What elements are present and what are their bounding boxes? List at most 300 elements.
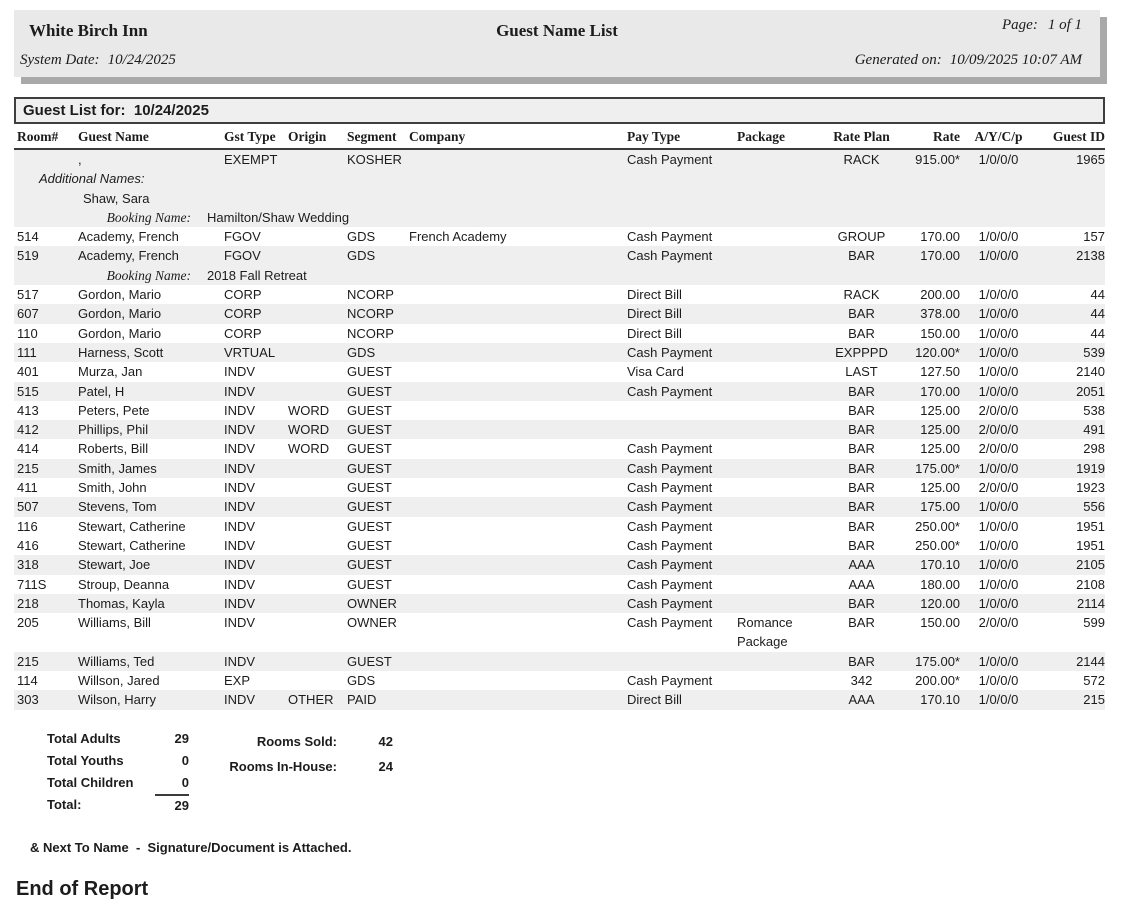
cell-pkg [737, 478, 823, 497]
cell-aycp: 2/0/0/0 [978, 615, 1019, 631]
cell-name: Gordon, Mario [78, 287, 162, 303]
cell-rate: 150.00 [920, 615, 960, 631]
total-adults-label: Total Adults [47, 731, 121, 746]
cell-rate: 170.10 [920, 557, 960, 573]
cell-pay: Cash Payment [627, 383, 713, 399]
cell-aycp: 1/0/0/0 [978, 576, 1019, 592]
cell-room: 401 [17, 364, 39, 380]
hotel-name: White Birch Inn [29, 21, 148, 40]
table-row-main-line [14, 671, 1105, 690]
cell-origin [288, 343, 347, 362]
cell-plan: AAA [848, 576, 875, 592]
cell-company [409, 382, 627, 401]
cell-rate: 175.00* [915, 460, 960, 476]
total-adults-value: 29 [174, 731, 189, 746]
cell-segment: OWNER [347, 615, 397, 631]
cell-name: Phillips, Phil [78, 422, 149, 438]
cell-pkg [737, 517, 823, 536]
cell-room: 416 [17, 537, 39, 553]
table-row-main-line [14, 401, 1105, 420]
table-row [14, 285, 1105, 304]
table-row [14, 478, 1105, 497]
cell-rate: 127.50 [920, 364, 960, 380]
cell-rate: 200.00 [920, 287, 960, 303]
cell-pkg [737, 594, 823, 613]
cell-rate: 200.00* [915, 673, 960, 689]
cell-segment: GUEST [347, 422, 392, 438]
cell-name: Gordon, Mario [78, 325, 162, 341]
cell-name: Smith, James [78, 460, 157, 476]
table-row [14, 401, 1105, 420]
cell-pkg [737, 420, 823, 439]
cell-plan: AAA [848, 692, 875, 708]
cell-room: 413 [17, 402, 39, 418]
booking-name-line [14, 266, 1105, 285]
cell-gst: CORP [224, 325, 262, 341]
cell-pkg [737, 690, 823, 709]
cell-company [409, 246, 627, 265]
cell-plan: BAR [848, 460, 875, 476]
column-header-aycp: A/Y/C/p [974, 129, 1023, 144]
cell-rate: 250.00* [915, 518, 960, 534]
cell-origin [288, 478, 347, 497]
cell-id: 491 [1083, 422, 1105, 438]
guest-list-date: 10/24/2025 [133, 102, 209, 119]
cell-aycp: 2/0/0/0 [978, 441, 1019, 457]
table-row-main-line [14, 652, 1105, 671]
rooms-sold-label: Rooms Sold: [256, 734, 337, 749]
table-row-main-line [14, 690, 1105, 709]
cell-pay: Cash Payment [627, 152, 713, 167]
system-date-value: 10/24/2025 [107, 52, 176, 68]
generated-on [855, 52, 1082, 69]
table-row [14, 343, 1105, 362]
cell-plan: BAR [848, 441, 875, 457]
cell-gst: VRTUAL [224, 344, 276, 360]
cell-origin [288, 613, 347, 652]
cell-id: 2105 [1076, 557, 1105, 573]
column-header-package: Package [737, 129, 785, 144]
cell-pay: Cash Payment [627, 460, 713, 476]
cell-origin: WORD [288, 402, 330, 418]
cell-aycp: 2/0/0/0 [978, 422, 1019, 438]
cell-aycp: 1/0/0/0 [978, 518, 1019, 534]
cell-id: 2140 [1076, 364, 1105, 380]
cell-room: 411 [17, 480, 38, 496]
cell-rate: 150.00 [920, 325, 960, 341]
cell-pay: Cash Payment [627, 615, 713, 631]
cell-name: Harness, Scott [78, 344, 164, 360]
cell-aycp: 1/0/0/0 [978, 306, 1019, 322]
cell-origin [288, 382, 347, 401]
cell-rate: 170.10 [920, 692, 960, 708]
cell-segment: GDS [347, 248, 376, 264]
cell-gst: FGOV [224, 229, 261, 245]
cell-pkg [737, 555, 823, 574]
cell-origin: OTHER [288, 692, 334, 708]
cell-segment: GDS [347, 673, 376, 689]
cell-origin [288, 246, 347, 265]
cell-segment: GUEST [347, 653, 392, 669]
cell-company [409, 594, 627, 613]
cell-company: French Academy [409, 229, 507, 245]
cell-room: 215 [17, 460, 39, 476]
cell-plan: BAR [848, 422, 875, 438]
cell-room: 517 [17, 287, 39, 303]
table-row-main-line [14, 555, 1105, 574]
table-row-main-line [14, 227, 1105, 246]
table-row [14, 575, 1105, 594]
cell-plan: GROUP [837, 229, 886, 245]
cell-company [409, 343, 627, 362]
column-header-pay-type: Pay Type [627, 129, 681, 144]
cell-pay: Cash Payment [627, 480, 713, 496]
cell-company [409, 150, 627, 169]
cell-name: Smith, John [78, 480, 147, 496]
cell-rate: 170.00 [920, 229, 960, 245]
cell-name: Wilson, Harry [78, 692, 157, 708]
cell-company [409, 304, 627, 323]
cell-pkg [737, 382, 823, 401]
cell-room: 218 [17, 595, 39, 611]
cell-room: 519 [17, 248, 39, 264]
column-header-origin: Origin [288, 129, 327, 144]
cell-pkg [737, 285, 823, 304]
cell-pkg [737, 246, 823, 265]
cell-gst: INDV [224, 692, 256, 708]
cell-segment: GDS [347, 229, 376, 245]
cell-id: 215 [1083, 692, 1105, 708]
cell-aycp: 1/0/0/0 [978, 364, 1019, 380]
table-body [14, 150, 1105, 710]
cell-company [409, 285, 627, 304]
rooms-inhouse-row [223, 754, 393, 779]
column-header-rate: Rate [933, 129, 960, 144]
table-row-main-line [14, 362, 1105, 381]
cell-aycp: 2/0/0/0 [978, 480, 1019, 496]
cell-id: 556 [1083, 499, 1105, 515]
cell-gst: INDV [224, 557, 256, 573]
cell-segment: KOSHER [347, 152, 402, 167]
cell-segment: NCORP [347, 306, 394, 322]
cell-room: 414 [17, 441, 39, 457]
cell-rate: 170.00 [920, 248, 960, 264]
cell-room: 205 [17, 615, 39, 631]
cell-name: Peters, Pete [78, 402, 150, 418]
cell-rate: 180.00 [920, 576, 960, 592]
cell-room: 114 [17, 673, 38, 689]
table-row-main-line [14, 613, 1105, 652]
cell-pkg [737, 652, 823, 671]
cell-name: Academy, French [78, 229, 179, 245]
cell-company [409, 324, 627, 343]
cell-aycp: 1/0/0/0 [978, 460, 1019, 476]
cell-pkg [737, 671, 823, 690]
cell-pay [627, 652, 737, 671]
table-row-main-line [14, 246, 1105, 265]
cell-gst: INDV [224, 460, 256, 476]
table-row-main-line [14, 594, 1105, 613]
cell-id: 1951 [1076, 518, 1105, 534]
cell-gst: INDV [224, 615, 256, 631]
table-row-main-line [14, 285, 1105, 304]
booking-name-label: Booking Name: [106, 267, 191, 283]
cell-room: 711S [17, 576, 47, 592]
cell-company [409, 555, 627, 574]
cell-segment: GDS [347, 344, 376, 360]
table-row-main-line [14, 459, 1105, 478]
cell-company [409, 478, 627, 497]
column-header-guest-name: Guest Name [78, 129, 149, 144]
cell-aycp: 1/0/0/0 [978, 287, 1019, 303]
cell-id: 1923 [1076, 480, 1105, 496]
cell-room: 111 [17, 344, 37, 360]
cell-id: 44 [1090, 306, 1105, 322]
cell-gst: INDV [224, 480, 256, 496]
cell-aycp: 1/0/0/0 [978, 229, 1019, 245]
cell-aycp: 1/0/0/0 [978, 537, 1019, 553]
table-row-main-line [14, 478, 1105, 497]
cell-name: Thomas, Kayla [78, 595, 165, 611]
table-row [14, 613, 1105, 652]
cell-name: Stewart, Catherine [78, 518, 186, 534]
cell-room [14, 150, 78, 169]
cell-pay: Direct Bill [627, 325, 682, 341]
cell-aycp: 1/0/0/0 [978, 325, 1019, 341]
table-row-main-line [14, 150, 1105, 169]
cell-id: 298 [1083, 441, 1105, 457]
cell-gst: INDV [224, 653, 256, 669]
cell-segment: GUEST [347, 460, 392, 476]
signature-footnote: & Next To Name - Signature/Document is Attached. [30, 840, 352, 855]
cell-pkg [737, 575, 823, 594]
cell-name: Gordon, Mario [78, 306, 162, 322]
cell-gst: INDV [224, 576, 256, 592]
cell-id: 2051 [1076, 383, 1105, 399]
table-row-main-line [14, 439, 1105, 458]
generated-value: 10/09/2025 10:07 AM [949, 52, 1082, 68]
cell-origin [288, 362, 347, 381]
table-row [14, 362, 1105, 381]
cell-pkg: Romance Package [737, 615, 793, 650]
cell-origin [288, 536, 347, 555]
cell-pkg [737, 304, 823, 323]
table-row-main-line [14, 382, 1105, 401]
cell-room: 215 [17, 653, 39, 669]
table-row [14, 517, 1105, 536]
cell-name: Stewart, Joe [78, 557, 151, 573]
total-children-value: 0 [181, 775, 189, 790]
cell-plan: BAR [848, 480, 875, 496]
cell-pay: Cash Payment [627, 595, 713, 611]
table-row [14, 690, 1105, 709]
cell-name: Patel, H [78, 383, 125, 399]
cell-rate: 915.00* [915, 152, 960, 167]
cell-plan: BAR [848, 518, 875, 534]
total-label: Total: [47, 797, 82, 812]
cell-segment: GUEST [347, 537, 392, 553]
booking-name-value: 2018 Fall Retreat [207, 267, 307, 283]
rooms-sold-row [223, 729, 393, 754]
cell-pay [627, 401, 737, 420]
total-value: 29 [155, 794, 189, 816]
cell-id: 2108 [1076, 576, 1105, 592]
table-row-main-line [14, 343, 1105, 362]
table-row [14, 652, 1105, 671]
cell-name: Williams, Ted [78, 653, 155, 669]
cell-segment: GUEST [347, 480, 392, 496]
cell-name: Willson, Jared [78, 673, 160, 689]
cell-pkg [737, 536, 823, 555]
additional-names-label: Additional Names: [39, 171, 145, 187]
cell-pay: Cash Payment [627, 499, 713, 515]
cell-company [409, 536, 627, 555]
cell-rate: 125.00 [920, 480, 960, 496]
cell-plan: BAR [848, 653, 875, 669]
table-row-main-line [14, 575, 1105, 594]
table-row [14, 227, 1105, 246]
cell-origin: WORD [288, 441, 330, 457]
cell-rate: 250.00* [915, 537, 960, 553]
cell-origin [288, 324, 347, 343]
cell-origin [288, 459, 347, 478]
cell-id: 1965 [1076, 152, 1105, 167]
cell-segment: GUEST [347, 364, 392, 380]
total-row [14, 794, 189, 816]
rooms-inhouse-value: 24 [378, 759, 393, 774]
cell-pay: Cash Payment [627, 248, 713, 264]
cell-room: 303 [17, 692, 39, 708]
cell-id: 44 [1090, 325, 1105, 341]
total-youths-row [14, 750, 189, 772]
table-row [14, 420, 1105, 439]
cell-company [409, 517, 627, 536]
cell-pkg [737, 497, 823, 516]
table-row [14, 324, 1105, 343]
cell-aycp: 1/0/0/0 [978, 557, 1019, 573]
cell-pay: Visa Card [627, 364, 684, 380]
cell-gst: INDV [224, 537, 256, 553]
cell-pkg [737, 343, 823, 362]
cell-aycp: 1/0/0/0 [978, 248, 1019, 264]
table-row [14, 555, 1105, 574]
cell-company [409, 420, 627, 439]
cell-id: 44 [1090, 287, 1105, 303]
cell-origin [288, 517, 347, 536]
cell-plan: EXPPPD [835, 344, 888, 360]
additional-guest-name: Shaw, Sara [83, 190, 150, 206]
cell-aycp: 1/0/0/0 [978, 152, 1019, 167]
page-label: Page: [1002, 17, 1038, 33]
cell-segment: GUEST [347, 557, 392, 573]
cell-pkg [737, 439, 823, 458]
cell-plan: BAR [848, 325, 875, 341]
cell-rate: 170.00 [920, 383, 960, 399]
cell-pay: Cash Payment [627, 673, 713, 689]
generated-label: Generated on: [854, 52, 942, 68]
cell-origin [288, 285, 347, 304]
cell-pay: Direct Bill [627, 287, 682, 303]
column-header-rate-plan: Rate Plan [833, 129, 890, 144]
cell-segment: GUEST [347, 518, 392, 534]
cell-plan: RACK [843, 152, 880, 167]
report-header-band [14, 10, 1100, 77]
cell-aycp: 1/0/0/0 [978, 499, 1019, 515]
cell-origin [288, 497, 347, 516]
cell-room: 318 [17, 557, 39, 573]
cell-plan: BAR [848, 383, 875, 399]
cell-origin [288, 150, 347, 169]
cell-origin [288, 594, 347, 613]
cell-plan: BAR [848, 595, 875, 611]
cell-gst: CORP [224, 287, 262, 303]
cell-room: 514 [17, 229, 39, 245]
cell-id: 1919 [1076, 460, 1105, 476]
column-header-gst-type: Gst Type [224, 129, 276, 144]
cell-rate: 125.00 [920, 441, 960, 457]
table-row [14, 382, 1105, 401]
cell-segment: NCORP [347, 287, 394, 303]
cell-origin [288, 304, 347, 323]
cell-gst: INDV [224, 518, 256, 534]
cell-company [409, 459, 627, 478]
system-date-label: System Date: [20, 52, 100, 68]
cell-pkg [737, 324, 823, 343]
cell-origin [288, 671, 347, 690]
cell-pkg [737, 459, 823, 478]
table-row-main-line [14, 517, 1105, 536]
cell-rate: 125.00 [920, 422, 960, 438]
table-row [14, 536, 1105, 555]
table-row-main-line [14, 536, 1105, 555]
column-header-guest-id: Guest ID [1052, 129, 1105, 144]
cell-room: 507 [17, 499, 39, 515]
column-header-room: Room# [17, 129, 59, 144]
cell-id: 599 [1083, 615, 1105, 631]
column-header-company: Company [409, 129, 466, 144]
cell-id: 2144 [1076, 653, 1105, 669]
guest-list-label: Guest List for: [23, 102, 126, 119]
rooms-inhouse-label: Rooms In-House: [229, 759, 337, 774]
cell-origin: WORD [288, 422, 330, 438]
cell-plan: BAR [848, 537, 875, 553]
total-children-row [14, 772, 189, 794]
cell-name: Stewart, Catherine [78, 537, 186, 553]
cell-company [409, 575, 627, 594]
cell-pkg [737, 401, 823, 420]
cell-pay: Cash Payment [627, 441, 713, 457]
cell-plan: LAST [845, 364, 878, 380]
cell-rate: 125.00 [920, 402, 960, 418]
cell-rate: 175.00 [920, 499, 960, 515]
page-value: 1 of 1 [1047, 17, 1082, 33]
cell-company [409, 362, 627, 381]
total-children-label: Total Children [47, 775, 134, 790]
cell-id: 2114 [1077, 595, 1105, 611]
table-row [14, 439, 1105, 458]
cell-name: Murza, Jan [78, 364, 143, 380]
cell-segment: OWNER [347, 595, 397, 611]
cell-company [409, 652, 627, 671]
cell-aycp: 1/0/0/0 [978, 344, 1019, 360]
column-header-segment: Segment [347, 129, 397, 144]
cell-segment: GUEST [347, 576, 392, 592]
cell-name: Academy, French [78, 248, 179, 264]
cell-room: 110 [17, 325, 38, 341]
cell-plan: BAR [848, 248, 875, 264]
table-row [14, 497, 1105, 516]
cell-room: 116 [17, 518, 38, 534]
